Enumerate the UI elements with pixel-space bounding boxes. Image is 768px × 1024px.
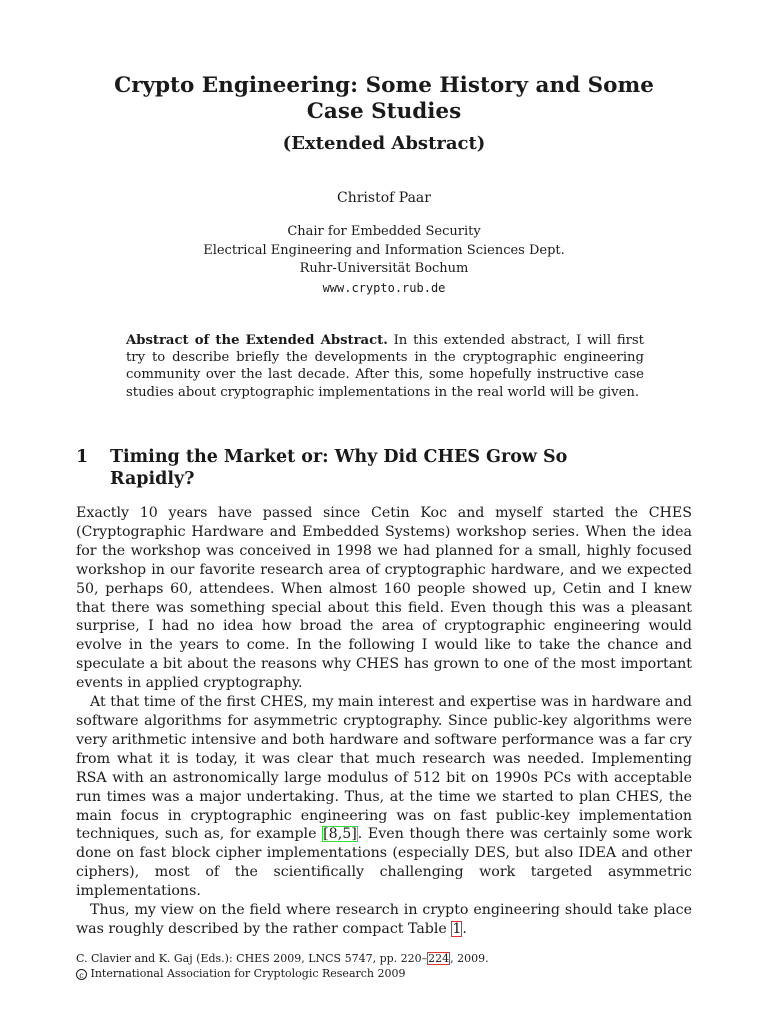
affiliation-chair: Chair for Embedded Security [287,224,481,239]
footer-publication-year: , 2009. [450,952,489,965]
paragraph-2 [76,693,692,901]
author-name: Christof Paar [337,190,431,206]
abstract-block [126,332,644,401]
section-number: 1 [76,447,89,467]
paper-title [0,73,768,125]
affiliation-block [0,223,768,297]
footer-copyright-text: International Association for Cryptologic Research 2009 [90,967,406,980]
affiliation-url-link[interactable]: www.crypto.rub.de [322,280,446,295]
paragraph-3 [76,901,692,939]
abstract-heading: Abstract of the Extended Abstract. [126,333,388,348]
citation-link-8-5[interactable]: [8,5] [323,826,357,843]
title-line-1: Crypto Engineering: Some History and Some [114,73,654,98]
page-range-link[interactable]: 224 [428,952,450,965]
table-reference-link[interactable]: 1 [452,920,462,937]
affiliation-university: Ruhr-Universität Bochum [299,261,469,276]
paragraph-2-text-before: At that time of the first CHES, my main interest and expertise was in hardware and software algorithms for asymmetric cryptography. Since public-key algorithms were very arithmetic intensive and both hardware and software performance was a far cry from what it is today, it was clear that much research was needed. Implementing RSA with an astronomically large modulus of 512 bit on 1990s PCs with acceptable run times was a major undertaking. Thus, at the time we started to plan CHES, the main focus in cryptographic engineering was on fast public-key implementation techniques, such as, for example [76,694,692,843]
paragraph-3-text-before: Thus, my view on the field where research in crypto engineering should take place was roughly described by the rather compact Table [76,902,692,937]
section-heading [76,446,696,490]
section-body [76,504,692,939]
affiliation-department: Electrical Engineering and Information Sciences Dept. [203,242,565,258]
section-title-line-1: Timing the Market or: Why Did CHES Grow So [110,447,568,467]
paper-subtitle: (Extended Abstract) [282,133,486,154]
paragraph-3-text-after: . [462,920,467,937]
abstract-text: In this extended abstract, I will first try to describe briefly the developments in the cryptographic engineering community over the last decade. After this, some hopefully instructive case studies about cryptographic implementations in the real world will be given. [126,333,644,400]
copyright-icon: c [76,969,87,980]
footer-publication-line [76,951,696,966]
title-line-2: Case Studies [306,99,462,124]
paragraph-1: Exactly 10 years have passed since Cetin Koc and myself started the CHES (Cryptographic Hardware and Embedded Systems) workshop series. When the idea for the workshop was conceived in 1998 we had planned for a small, highly focused workshop in our favorite research area of cryptographic hardware, and we expected 50, perhaps 60, attendees. When almost 160 people showed up, Cetin and I knew that there was something special about this field. Even though this was a pleasant surprise, I had no idea how broad the area of cryptographic engineering would evolve in the years to come. In the following I would like to take the chance and speculate a bit about the reasons why CHES has grown to one of the most important events in applied cryptography. [76,505,692,692]
section-title-line-2: Rapidly? [110,469,195,489]
footer-copyright-line [76,966,696,981]
footer-publication-text: C. Clavier and K. Gaj (Eds.): CHES 2009, LNCS 5747, pp. 220– [76,952,428,965]
footer-block [76,951,696,981]
paragraph-2-text-after: . Even though there was certainly some work done on fast block cipher implementations (especially DES, but also IDEA and other ciphers), most of the scientifically challenging work targeted asymmetric implementations. [76,826,692,900]
